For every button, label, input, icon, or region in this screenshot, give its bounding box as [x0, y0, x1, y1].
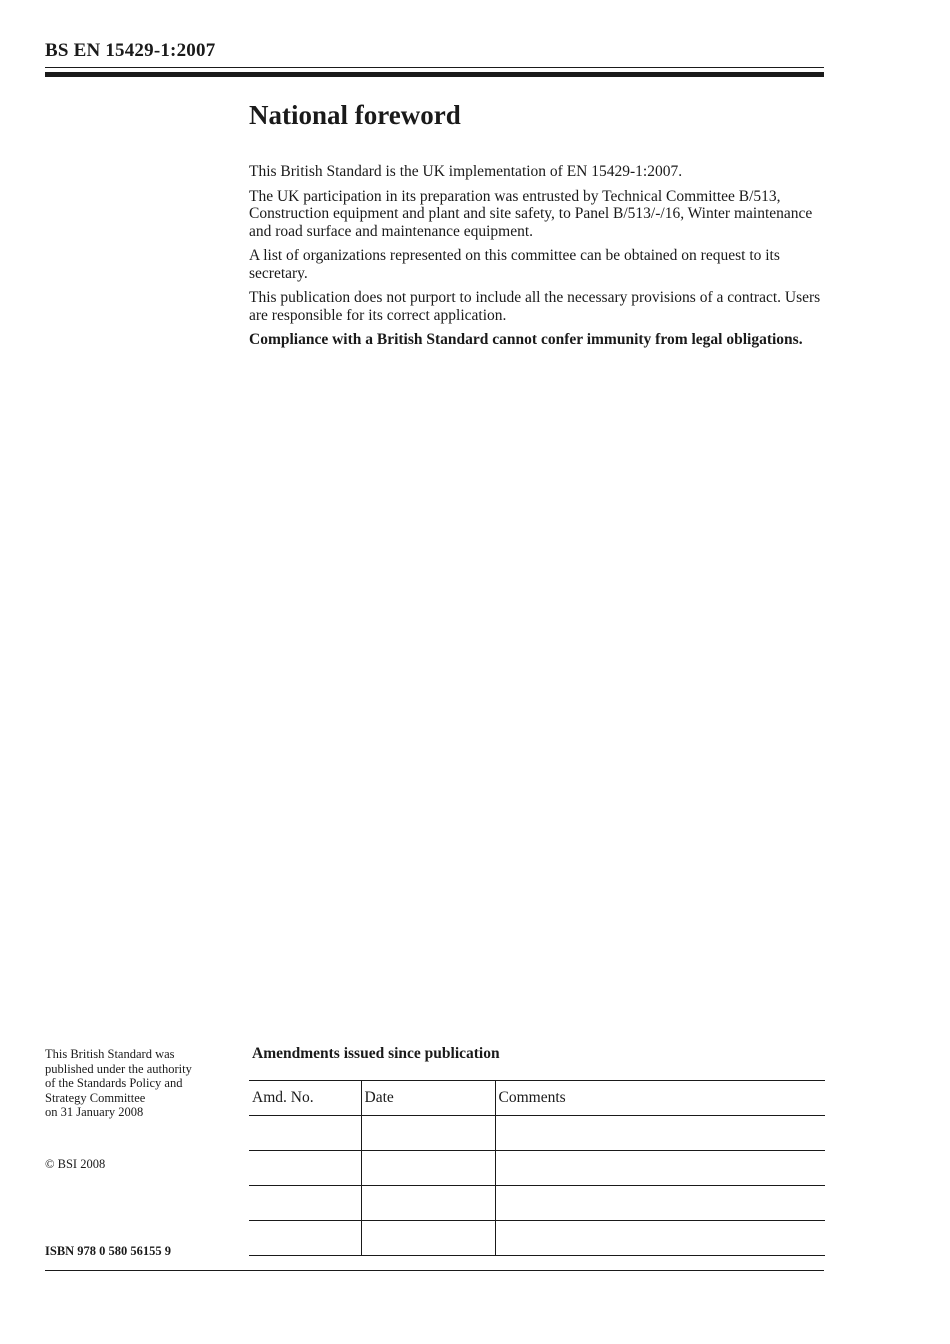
table-cell	[495, 1221, 825, 1256]
authority-line: on 31 January 2008	[45, 1105, 144, 1119]
amendments-title: Amendments issued since publication	[252, 1045, 500, 1062]
table-cell	[495, 1116, 825, 1151]
table-cell	[249, 1151, 361, 1186]
publication-authority-note	[45, 1047, 240, 1120]
amendments-header-row	[249, 1081, 825, 1116]
table-row	[249, 1186, 825, 1221]
isbn: ISBN 978 0 580 56155 9	[45, 1244, 172, 1258]
authority-line: Strategy Committee	[45, 1090, 146, 1105]
authority-line: published under the authority	[45, 1061, 192, 1076]
table-cell	[495, 1151, 825, 1186]
paragraph-provisions: This publication does not purport to include all the necessary provisions of a contract. Users are responsible for its correct application.	[249, 289, 821, 324]
footer-rule	[45, 1270, 824, 1271]
table-cell	[249, 1221, 361, 1256]
page-title: National foreword	[249, 100, 461, 130]
column-header-date: Date	[361, 1081, 495, 1116]
table-cell	[361, 1186, 495, 1221]
paragraph-organizations: A list of organizations represented on this committee can be obtained on request to its secretary.	[249, 247, 780, 282]
header-rule-thin	[45, 67, 824, 68]
amendments-table	[249, 1080, 825, 1256]
table-cell	[249, 1116, 361, 1151]
column-header-amd-no: Amd. No.	[249, 1081, 361, 1116]
table-row	[249, 1221, 825, 1256]
column-header-comments: Comments	[495, 1081, 825, 1116]
copyright-notice: © BSI 2008	[45, 1157, 106, 1171]
table-row	[249, 1116, 825, 1151]
authority-line: This British Standard was	[45, 1047, 175, 1061]
foreword-body	[249, 163, 824, 356]
paragraph-compliance: Compliance with a British Standard cannot confer immunity from legal obligations.	[249, 331, 803, 348]
table-row	[249, 1151, 825, 1186]
table-cell	[495, 1186, 825, 1221]
table-cell	[361, 1116, 495, 1151]
table-cell	[361, 1151, 495, 1186]
table-cell	[249, 1186, 361, 1221]
paragraph-implementation: This British Standard is the UK implementation of EN 15429-1:2007.	[249, 163, 683, 180]
table-cell	[361, 1221, 495, 1256]
paragraph-participation: The UK participation in its preparation was entrusted by Technical Committee B/513, Construction equipment and plant and site safety, to Panel B/513/-/16, Winter maintenance and road surface and maintenance equipment.	[249, 187, 813, 240]
authority-line: of the Standards Policy and	[45, 1076, 183, 1090]
document-id: BS EN 15429-1:2007	[45, 40, 216, 61]
header-rule-thick	[45, 72, 824, 77]
